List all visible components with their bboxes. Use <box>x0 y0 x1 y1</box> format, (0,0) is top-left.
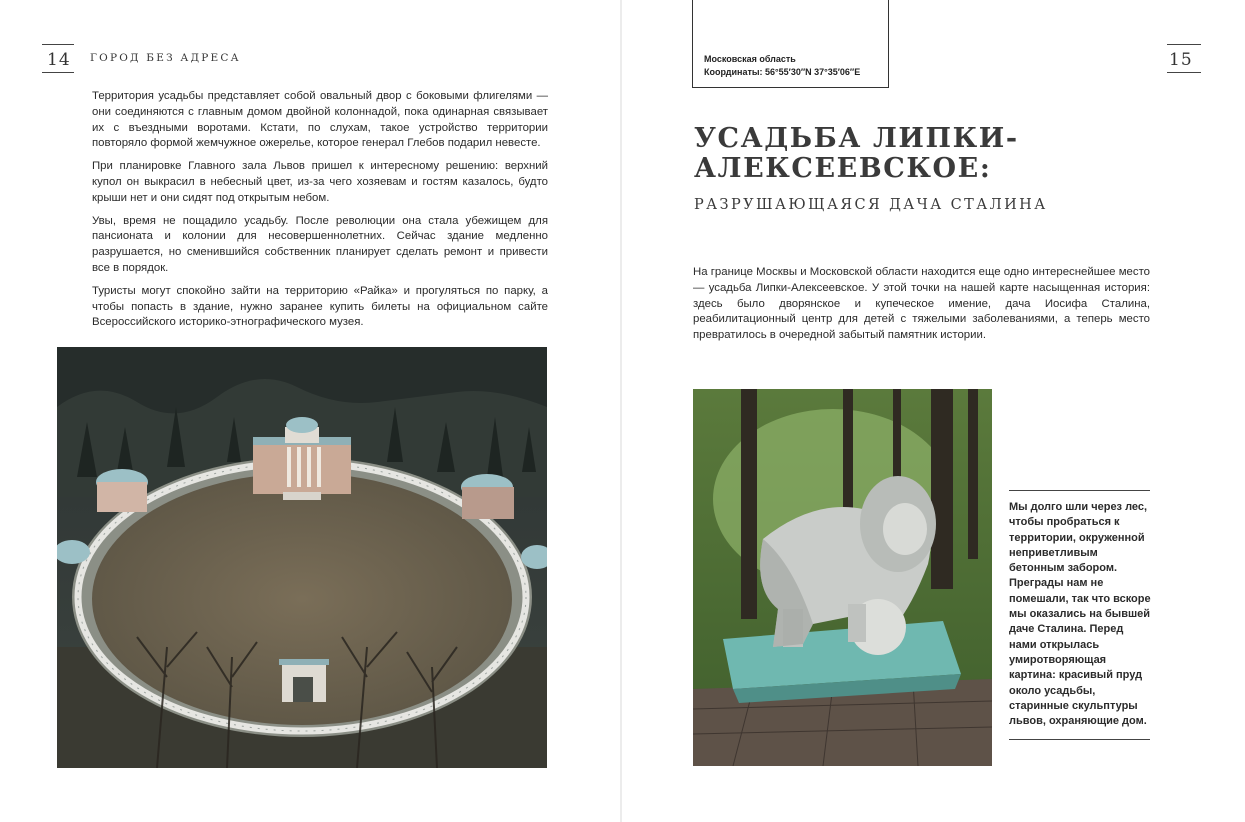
left-page <box>0 0 621 822</box>
page-number-rule-top <box>42 44 74 45</box>
left-body-text <box>92 89 548 338</box>
sidebar-quote: Мы долго шли через лес, чтобы пробраться к территории, окруженной неприветливым бетонным забором. Преграды нам не помешали, так что вскоре мы оказались на бывшей даче Сталина. Перед нами открылась умиротворяющая картина: красивый пруд около усадьбы, старинные скульптуры львов, охраняющие дом. <box>1009 501 1151 728</box>
estate-aerial-photo <box>57 347 547 768</box>
sidebar-rule-top <box>1009 490 1150 491</box>
location-box <box>692 0 889 88</box>
title-line-2: АЛЕКСЕЕВСКОЕ: <box>694 153 992 184</box>
paragraph: При планировке Главного зала Львов пришел к интересному решению: верхний купол он выкрасил в небесный цвет, из-за чего хозяевам и гостям казалось, будто крыши нет и они сидят под открытым небом. <box>92 160 548 204</box>
page-number-right: 15 <box>1169 50 1193 70</box>
location-region: Московская область <box>704 54 796 64</box>
paragraph: Территория усадьбы представляет собой овальный двор с боковыми флигелями — они соединяются с главным домом двойной колоннадой, пока одинарная связывает их с въездными воротами. Кстати, по слухам, такое устройство территории повторяло формой жемчужное ожерелье, которое генерал Глебов подарил невесте. <box>92 90 548 150</box>
page-number-rule-bottom <box>1167 72 1201 73</box>
title-line-1: УСАДЬБА ЛИПКИ- <box>694 123 1019 154</box>
page-number-rule-top <box>1167 44 1201 45</box>
article-title <box>694 124 1019 184</box>
page-number-rule-bottom <box>42 72 74 73</box>
article-subtitle: РАЗРУШАЮЩАЯСЯ ДАЧА СТАЛИНА <box>694 197 1048 213</box>
location-coordinates: Координаты: 56°55′30″N 37°35′06″E <box>704 67 861 77</box>
paragraph: Туристы могут спокойно зайти на территорию «Райка» и прогуляться по парку, а чтобы попасть в здание, нужно заранее купить билеты на официальном сайте Всероссийского историко-этнографического музея. <box>92 284 548 329</box>
paragraph: Увы, время не пощадило усадьбу. После революции она стала убежищем для пансионата и колонии для несовершеннолетних. Сейчас здание медленно разрушается, но сменившийся собственник планирует сделать ремонт и привести все в порядок. <box>92 214 548 274</box>
lion-statue-photo <box>693 389 992 766</box>
sidebar-rule-bottom <box>1009 739 1150 740</box>
page-number-left: 14 <box>47 50 71 70</box>
intro-paragraph: На границе Москвы и Московской области находится еще одно интереснейшее место — усадьба Липки-Алексеевское. У этой точки на нашей карте насыщенная история: здесь было дворянское и купеческое имение, дача Иосифа Сталина, реабилитационный центр для детей с тяжелыми заболеваниями, а теперь место превратилось в очередной забытый памятник истории. <box>693 266 1150 342</box>
right-page <box>622 0 1245 822</box>
intro-text <box>693 265 1150 351</box>
running-head: ГОРОД БЕЗ АДРЕСА <box>90 52 241 64</box>
